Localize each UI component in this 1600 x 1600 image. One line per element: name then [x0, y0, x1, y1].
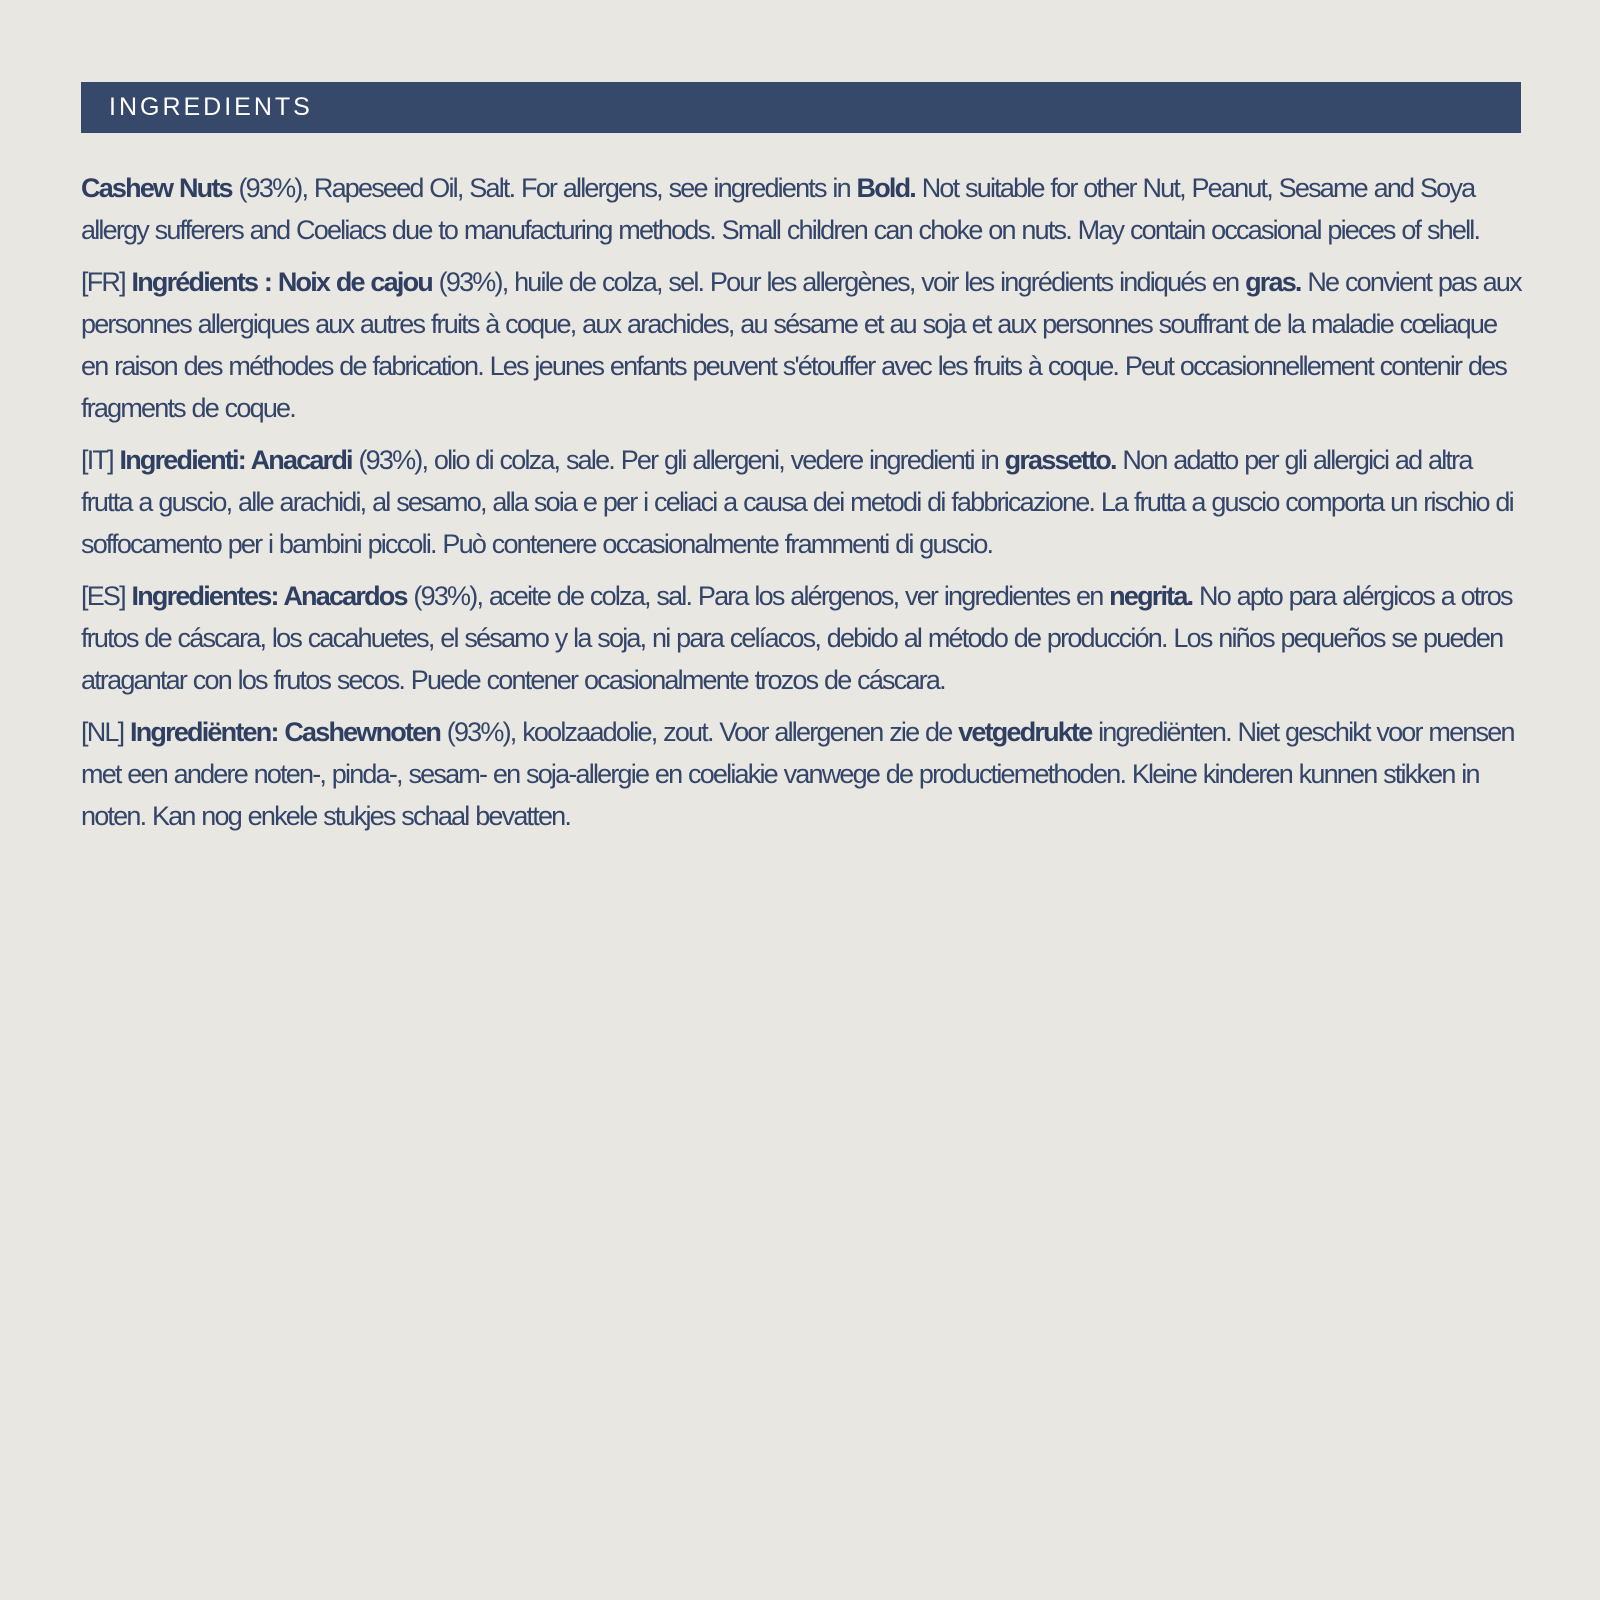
ingredients-paragraph-it: [81, 439, 1521, 565]
language-code: [IT]: [81, 445, 120, 475]
ingredient-text: (93%), aceite de colza, sal. Para los alérgenos, ver ingredientes en: [406, 581, 1110, 611]
bold-ingredient: Ingredienti: Anacardi: [119, 445, 352, 475]
ingredients-paragraph-nl: [81, 711, 1521, 837]
ingredient-text: (93%), Rapeseed Oil, Salt. For allergens, see ingredients in: [231, 173, 857, 203]
language-code: [NL]: [81, 717, 131, 747]
allergy-text: No apto para alérgicos a otros frutos de cáscara, los cacahuetes, el sésamo y la soja, ni para celíacos, debido al método de producción. Los niños pequeños se pueden atragantar con los frutos secos. Puede contener ocasionalmente trozos de cáscara.: [81, 581, 1512, 695]
bold-ingredient: Ingrédients : Noix de cajou: [131, 267, 432, 297]
ingredients-paragraph-fr: [81, 261, 1521, 429]
bold-keyword: gras.: [1245, 267, 1301, 297]
allergy-text: Ne convient pas aux personnes allergiques aux autres fruits à coque, aux arachides, au sésame et au soja et aux personnes souffrant de la maladie cœliaque en raison des méthodes de fabrication. Les jeunes enfants peuvent s'étouffer avec les fruits à coque. Peut occasionnellement contenir des fragments de coque.: [81, 267, 1521, 423]
bold-keyword: grassetto.: [1004, 445, 1116, 475]
allergy-text: ingrediënten. Niet geschikt voor mensen met een andere noten-, pinda-, sesam- en soja-allergie en coeliakie vanwege de productiemethoden. Kleine kinderen kunnen stikken in noten. Kan nog enkele stukjes schaal bevatten.: [81, 717, 1514, 831]
bold-keyword: Bold.: [856, 173, 916, 203]
bold-keyword: negrita.: [1109, 581, 1193, 611]
bold-ingredient: Ingrediënten: Cashewnoten: [130, 717, 441, 747]
bold-ingredient: Cashew Nuts: [81, 173, 232, 203]
ingredients-content: [81, 167, 1521, 847]
ingredient-text: (93%), huile de colza, sel. Pour les allergènes, voir les ingrédients indiqués en: [431, 267, 1246, 297]
ingredients-paragraph-en: [81, 167, 1521, 251]
ingredient-text: (93%), koolzaadolie, zout. Voor allergenen zie de: [440, 717, 959, 747]
ingredients-paragraph-es: [81, 575, 1521, 701]
language-code: [ES]: [81, 581, 132, 611]
section-title: INGREDIENTS: [109, 93, 313, 121]
allergy-text: Not suitable for other Nut, Peanut, Sesame and Soya allergy sufferers and Coeliacs due to manufacturing methods. Small children can choke on nuts. May contain occasional pieces of shell.: [81, 173, 1480, 245]
bold-ingredient: Ingredientes: Anacardos: [131, 581, 407, 611]
ingredient-text: (93%), olio di colza, sale. Per gli allergeni, vedere ingredienti in: [351, 445, 1005, 475]
section-header: [81, 82, 1521, 133]
allergy-text: Non adatto per gli allergici ad altra frutta a guscio, alle arachidi, al sesamo, alla soia e per i celiaci a causa dei metodi di fabbricazione. La frutta a guscio comporta un rischio di soffocamento per i bambini piccoli. Può contenere occasionalmente frammenti di guscio.: [81, 445, 1513, 559]
bold-keyword: vetgedrukte: [958, 717, 1092, 747]
language-code: [FR]: [81, 267, 132, 297]
